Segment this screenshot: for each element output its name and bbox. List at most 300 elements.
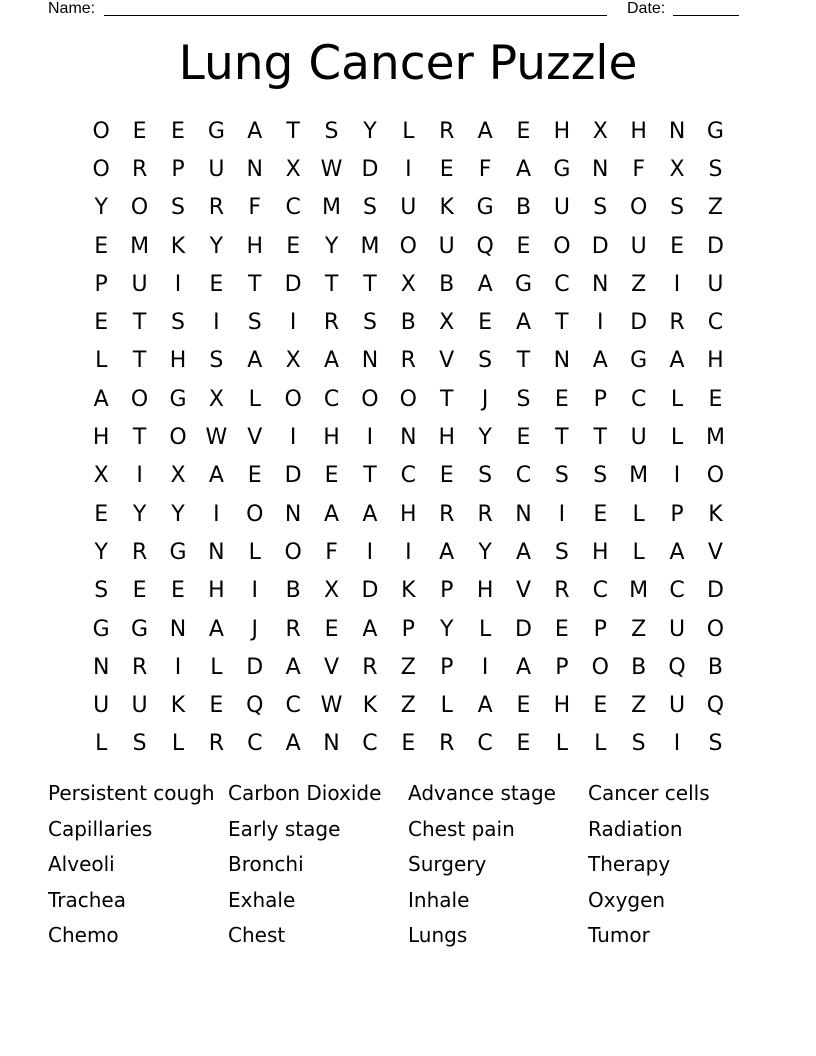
grid-cell[interactable]: C [362,731,378,757]
grid-cell[interactable]: R [669,310,685,336]
grid-cell[interactable]: K [439,195,454,221]
grid-cell[interactable]: R [285,616,301,642]
grid-cell[interactable]: Z [707,195,723,221]
grid-cell[interactable]: G [207,118,225,144]
grid-cell[interactable]: Z [631,616,647,642]
grid-cell[interactable]: D [284,463,302,489]
grid-cell[interactable]: B [285,578,301,604]
grid-cell[interactable]: Q [668,654,686,680]
grid-cell[interactable]: X [439,310,455,336]
grid-cell[interactable]: T [132,310,147,336]
grid-cell[interactable]: S [132,731,147,757]
grid-cell[interactable]: B [515,195,532,221]
grid-cell[interactable]: C [247,731,263,757]
grid-cell[interactable]: V [707,539,723,565]
grid-cell[interactable]: L [95,731,108,757]
grid-cell[interactable]: E [94,233,109,259]
grid-cell[interactable]: O [284,539,302,565]
grid-cell[interactable]: B [439,271,455,297]
grid-cell[interactable]: O [284,386,302,412]
grid-cell[interactable]: X [324,578,340,604]
grid-cell[interactable]: V [324,654,340,680]
grid-cell[interactable]: N [169,616,187,642]
grid-cell[interactable]: R [554,578,570,604]
grid-cell[interactable]: I [289,310,297,336]
grid-cell[interactable]: R [400,348,416,374]
word-list-item: Advance stage [408,781,556,805]
grid-cell[interactable]: S [631,731,646,757]
grid-cell[interactable]: P [555,654,569,680]
grid-cell[interactable]: D [706,578,724,604]
grid-cell[interactable]: E [516,425,531,451]
grid-cell[interactable]: A [515,156,532,182]
grid-cell[interactable]: H [400,501,417,527]
grid-cell[interactable]: K [401,578,416,604]
grid-cell[interactable]: I [213,501,220,527]
grid-cell[interactable]: N [246,156,263,182]
grid-cell[interactable]: L [440,693,453,719]
grid-cell[interactable]: N [400,425,417,451]
grid-cell[interactable]: G [553,156,571,182]
grid-cell[interactable]: E [401,731,416,757]
grid-cell[interactable]: D [630,310,648,336]
grid-cell[interactable]: C [400,463,416,489]
grid-cell[interactable]: H [476,578,494,604]
grid-cell[interactable]: R [208,195,225,221]
grid-cell[interactable]: E [171,118,185,144]
grid-cell[interactable]: M [130,233,150,259]
grid-cell[interactable]: L [248,386,261,412]
grid-cell[interactable]: S [170,195,185,221]
word-list-item: Persistent cough [48,781,215,805]
word-list-item: Oxygen [588,887,666,912]
grid-cell[interactable]: S [209,348,224,374]
grid-cell[interactable]: M [629,578,649,604]
grid-cell[interactable]: E [209,271,224,297]
grid-cell[interactable]: S [554,463,569,489]
grid-cell[interactable]: X [285,156,301,182]
grid-cell[interactable]: Z [400,654,416,680]
grid-cell[interactable]: O [591,654,609,680]
grid-cell[interactable]: U [400,195,417,221]
grid-cell[interactable]: P [593,616,607,642]
grid-cell[interactable]: L [670,425,684,451]
grid-cell[interactable]: R [439,118,455,144]
grid-cell[interactable]: F [325,539,338,565]
grid-cell[interactable]: G [92,616,110,642]
grid-cell[interactable]: O [553,233,571,259]
grid-cell[interactable]: Y [363,118,377,144]
grid-cell[interactable]: S [554,539,569,565]
grid-cell[interactable]: A [285,731,301,757]
grid-cell[interactable]: E [286,233,301,259]
grid-cell[interactable]: Y [478,425,492,451]
grid-cell[interactable]: A [324,348,340,374]
grid-cell[interactable]: C [554,271,570,297]
grid-cell[interactable]: Z [400,693,416,719]
grid-cell[interactable]: X [208,386,224,412]
grid-cell[interactable]: P [94,271,108,297]
grid-cell[interactable]: A [285,654,301,680]
grid-cell[interactable]: K [708,501,723,527]
grid-cell[interactable]: A [515,310,532,336]
grid-cell[interactable]: S [362,195,377,221]
grid-cell[interactable]: I [673,271,681,297]
grid-cell[interactable]: R [131,156,148,182]
grid-cell[interactable]: U [630,233,647,259]
grid-cell[interactable]: V [515,578,532,604]
name-field-line[interactable] [104,15,607,16]
grid-cell[interactable]: R [439,501,455,527]
grid-cell[interactable]: T [363,463,377,489]
grid-cell[interactable]: E [171,578,185,604]
grid-cell[interactable]: T [324,271,339,297]
grid-cell[interactable]: A [247,348,263,374]
grid-cell[interactable]: K [362,693,378,719]
grid-cell[interactable]: X [285,348,301,374]
grid-cell[interactable]: P [440,654,454,680]
grid-cell[interactable]: P [593,386,607,412]
grid-cell[interactable]: N [592,156,609,182]
grid-cell[interactable]: O [130,386,149,412]
grid-cell[interactable]: A [515,539,532,565]
grid-cell[interactable]: S [324,118,339,144]
grid-cell[interactable]: U [131,271,148,297]
grid-cell[interactable]: M [360,233,380,259]
word-list-item: Lungs [408,923,468,947]
grid-cell[interactable]: L [670,386,684,412]
grid-cell[interactable]: C [707,310,724,336]
grid-cell[interactable]: N [361,348,379,374]
grid-cell[interactable]: L [632,539,645,565]
date-field-line[interactable] [673,15,739,16]
grid-cell[interactable]: R [131,539,148,565]
grid-cell[interactable]: E [516,233,531,259]
grid-cell[interactable]: U [208,156,225,182]
grid-cell[interactable]: F [478,156,492,182]
grid-cell[interactable]: Y [94,539,108,565]
grid-cell[interactable]: Q [246,693,264,719]
grid-cell[interactable]: O [630,195,648,221]
grid-cell[interactable]: I [213,310,220,336]
grid-cell[interactable]: A [477,271,493,297]
grid-cell[interactable]: G [131,616,149,642]
grid-cell[interactable]: E [516,118,531,144]
grid-cell[interactable]: L [632,501,645,527]
grid-cell[interactable]: L [402,118,415,144]
grid-cell[interactable]: R [323,310,340,336]
grid-cell[interactable]: C [515,463,532,489]
grid-cell[interactable]: J [481,386,489,412]
grid-cell[interactable]: E [478,310,493,336]
grid-cell[interactable]: E [324,463,339,489]
grid-cell[interactable]: H [592,539,609,565]
grid-cell[interactable]: E [554,386,569,412]
grid-cell[interactable]: O [399,386,417,412]
grid-cell[interactable]: A [208,463,224,489]
grid-cell[interactable]: A [592,348,608,374]
grid-cell[interactable]: H [323,425,340,451]
grid-cell[interactable]: U [131,693,148,719]
grid-cell[interactable]: U [669,693,686,719]
grid-cell[interactable]: D [515,616,532,642]
grid-cell[interactable]: E [132,118,147,144]
grid-cell[interactable]: G [169,539,187,565]
grid-cell[interactable]: A [515,654,532,680]
grid-cell[interactable]: H [553,693,571,719]
grid-cell[interactable]: F [632,156,645,182]
grid-cell[interactable]: V [439,348,455,374]
grid-cell[interactable]: F [248,195,262,221]
grid-cell[interactable]: K [170,693,186,719]
grid-cell[interactable]: H [246,233,264,259]
grid-cell[interactable]: T [363,271,377,297]
grid-cell[interactable]: T [555,310,569,336]
grid-cell[interactable]: L [478,616,492,642]
grid-cell[interactable]: T [132,348,147,374]
grid-cell[interactable]: N [92,654,110,680]
grid-cell[interactable]: A [362,616,378,642]
grid-cell[interactable]: D [284,271,302,297]
grid-cell[interactable]: N [668,118,686,144]
grid-cell[interactable]: O [706,463,725,489]
grid-cell[interactable]: I [174,654,182,680]
grid-cell[interactable]: I [289,425,297,451]
grid-cell[interactable]: I [405,539,412,565]
grid-cell[interactable]: N [592,271,609,297]
grid-cell[interactable]: Q [476,233,494,259]
grid-cell[interactable]: E [439,156,454,182]
grid-cell[interactable]: Y [478,539,492,565]
grid-cell[interactable]: E [209,693,224,719]
grid-cell[interactable]: D [361,156,379,182]
grid-cell[interactable]: A [93,386,109,412]
grid-cell[interactable]: I [558,501,566,527]
letter-grid [82,112,735,763]
grid-cell[interactable]: U [438,233,455,259]
grid-cell[interactable]: S [670,195,685,221]
grid-cell[interactable]: I [405,156,412,182]
grid-cell[interactable]: E [247,463,262,489]
word-list-item: Chemo [48,923,119,947]
grid-cell[interactable]: P [440,578,454,604]
grid-cell[interactable]: U [93,693,110,719]
grid-cell[interactable]: Z [631,271,647,297]
grid-cell[interactable]: E [94,310,109,336]
grid-cell[interactable]: R [208,731,225,757]
grid-cell[interactable]: I [174,271,182,297]
grid-cell[interactable]: S [362,310,377,336]
grid-cell[interactable]: P [171,156,185,182]
grid-cell[interactable]: G [630,348,648,374]
grid-cell[interactable]: H [707,348,724,374]
grid-cell[interactable]: N [515,501,532,527]
grid-cell[interactable]: U [669,616,686,642]
grid-cell[interactable]: Y [439,616,454,642]
grid-cell[interactable]: Z [631,693,647,719]
grid-cell[interactable]: I [597,310,604,336]
grid-cell[interactable]: G [514,271,533,297]
word-list-item: Radiation [588,816,683,841]
grid-cell[interactable]: U [630,425,647,451]
grid-cell[interactable]: Q [706,693,725,719]
grid-cell[interactable]: P [670,501,684,527]
grid-cell[interactable]: N [323,731,340,757]
grid-cell[interactable]: M [705,425,725,451]
grid-cell[interactable]: K [170,233,186,259]
grid-cell[interactable]: A [324,501,340,527]
grid-cell[interactable]: T [286,118,300,144]
grid-cell[interactable]: B [707,654,723,680]
grid-cell[interactable]: A [208,616,224,642]
grid-cell[interactable]: J [251,616,258,642]
grid-cell[interactable]: U [707,271,724,297]
grid-cell[interactable]: T [516,348,531,374]
grid-cell[interactable]: I [251,578,258,604]
grid-cell[interactable]: D [246,654,264,680]
grid-cell[interactable]: A [669,348,685,374]
grid-cell[interactable]: M [629,463,649,489]
grid-cell[interactable]: G [476,195,494,221]
grid-cell[interactable]: E [132,578,147,604]
grid-cell[interactable]: X [170,463,186,489]
grid-cell[interactable]: L [555,731,569,757]
grid-cell[interactable]: R [131,654,148,680]
grid-cell[interactable]: A [362,501,378,527]
grid-cell[interactable]: X [592,118,608,144]
grid-cell[interactable]: N [208,539,225,565]
grid-cell[interactable]: E [439,463,454,489]
grid-cell[interactable]: D [361,578,379,604]
grid-cell[interactable]: S [593,195,608,221]
grid-cell[interactable]: H [208,578,225,604]
grid-cell[interactable]: T [593,425,607,451]
grid-cell[interactable]: M [322,195,342,221]
grid-cell[interactable]: S [478,348,493,374]
grid-cell[interactable]: L [594,731,607,757]
grid-cell[interactable]: S [593,463,608,489]
grid-cell[interactable]: U [553,195,570,221]
grid-cell[interactable]: C [323,386,340,412]
grid-cell[interactable]: E [708,386,723,412]
grid-cell[interactable]: O [246,501,264,527]
grid-cell[interactable]: C [285,195,301,221]
grid-cell[interactable]: X [669,156,685,182]
grid-cell[interactable]: X [400,271,416,297]
grid-cell[interactable]: I [366,539,374,565]
grid-cell[interactable]: O [92,156,110,182]
grid-cell[interactable]: E [94,501,109,527]
grid-cell[interactable]: V [247,425,263,451]
grid-cell[interactable]: E [324,616,339,642]
grid-cell[interactable]: Y [209,233,224,259]
grid-cell[interactable]: E [554,616,569,642]
grid-cell[interactable]: A [669,539,685,565]
grid-cell[interactable]: P [401,616,415,642]
grid-cell[interactable]: S [708,156,723,182]
grid-cell[interactable]: I [673,463,681,489]
grid-cell[interactable]: O [399,233,417,259]
grid-cell[interactable]: R [439,731,455,757]
grid-cell[interactable]: R [477,501,493,527]
grid-cell[interactable]: E [516,731,531,757]
grid-cell[interactable]: E [516,693,531,719]
grid-cell[interactable]: A [247,118,263,144]
grid-cell[interactable]: E [593,501,608,527]
grid-cell[interactable]: H [630,118,647,144]
grid-cell[interactable]: T [248,271,262,297]
grid-cell[interactable]: A [477,693,493,719]
grid-cell[interactable]: Y [171,501,185,527]
grid-cell[interactable]: Y [94,195,108,221]
grid-cell[interactable]: C [592,578,608,604]
grid-cell[interactable]: G [706,118,724,144]
grid-cell[interactable]: C [477,731,493,757]
grid-cell[interactable]: H [553,118,571,144]
grid-cell[interactable]: S [170,310,185,336]
grid-cell[interactable]: T [555,425,569,451]
grid-cell[interactable]: W [205,425,228,451]
grid-cell[interactable]: H [169,348,187,374]
grid-cell[interactable]: X [93,463,109,489]
grid-cell[interactable]: L [171,731,185,757]
grid-cell[interactable]: A [477,118,493,144]
grid-cell[interactable]: H [92,425,110,451]
grid-cell[interactable]: O [130,195,149,221]
grid-cell[interactable]: W [320,693,343,719]
grid-cell[interactable]: T [132,425,147,451]
grid-cell[interactable]: I [366,425,374,451]
grid-cell[interactable]: T [439,386,454,412]
grid-cell[interactable]: L [210,654,223,680]
grid-cell[interactable]: C [669,578,685,604]
grid-cell[interactable]: I [673,731,681,757]
grid-cell[interactable]: S [478,463,493,489]
grid-cell[interactable]: S [94,578,109,604]
grid-cell[interactable]: I [136,463,143,489]
grid-cell[interactable]: W [320,156,343,182]
grid-cell[interactable]: N [553,348,571,374]
grid-cell[interactable]: L [248,539,261,565]
grid-cell[interactable]: G [169,386,187,412]
grid-cell[interactable]: C [630,386,647,412]
grid-cell[interactable]: N [284,501,302,527]
grid-cell[interactable]: H [438,425,455,451]
grid-cell[interactable]: B [631,654,647,680]
grid-cell[interactable]: S [247,310,262,336]
grid-cell[interactable]: A [439,539,455,565]
grid-cell[interactable]: O [92,118,110,144]
grid-cell[interactable]: O [361,386,379,412]
grid-cell[interactable]: L [95,348,108,374]
word-list-item: Inhale [408,887,470,912]
grid-cell[interactable]: S [708,731,723,757]
grid-cell[interactable]: C [285,693,301,719]
grid-cell[interactable]: R [362,654,378,680]
grid-cell[interactable]: D [591,233,609,259]
grid-cell[interactable]: S [516,386,531,412]
grid-cell[interactable]: Y [132,501,147,527]
grid-cell[interactable]: E [670,233,684,259]
grid-cell[interactable]: E [593,693,608,719]
page-title: Lung Cancer Puzzle [178,36,638,91]
grid-cell[interactable]: Y [324,233,339,259]
grid-cell[interactable]: O [169,425,187,451]
grid-cell[interactable]: B [400,310,416,336]
grid-cell[interactable]: D [706,233,724,259]
grid-cell[interactable]: I [481,654,489,680]
grid-cell[interactable]: O [706,616,725,642]
